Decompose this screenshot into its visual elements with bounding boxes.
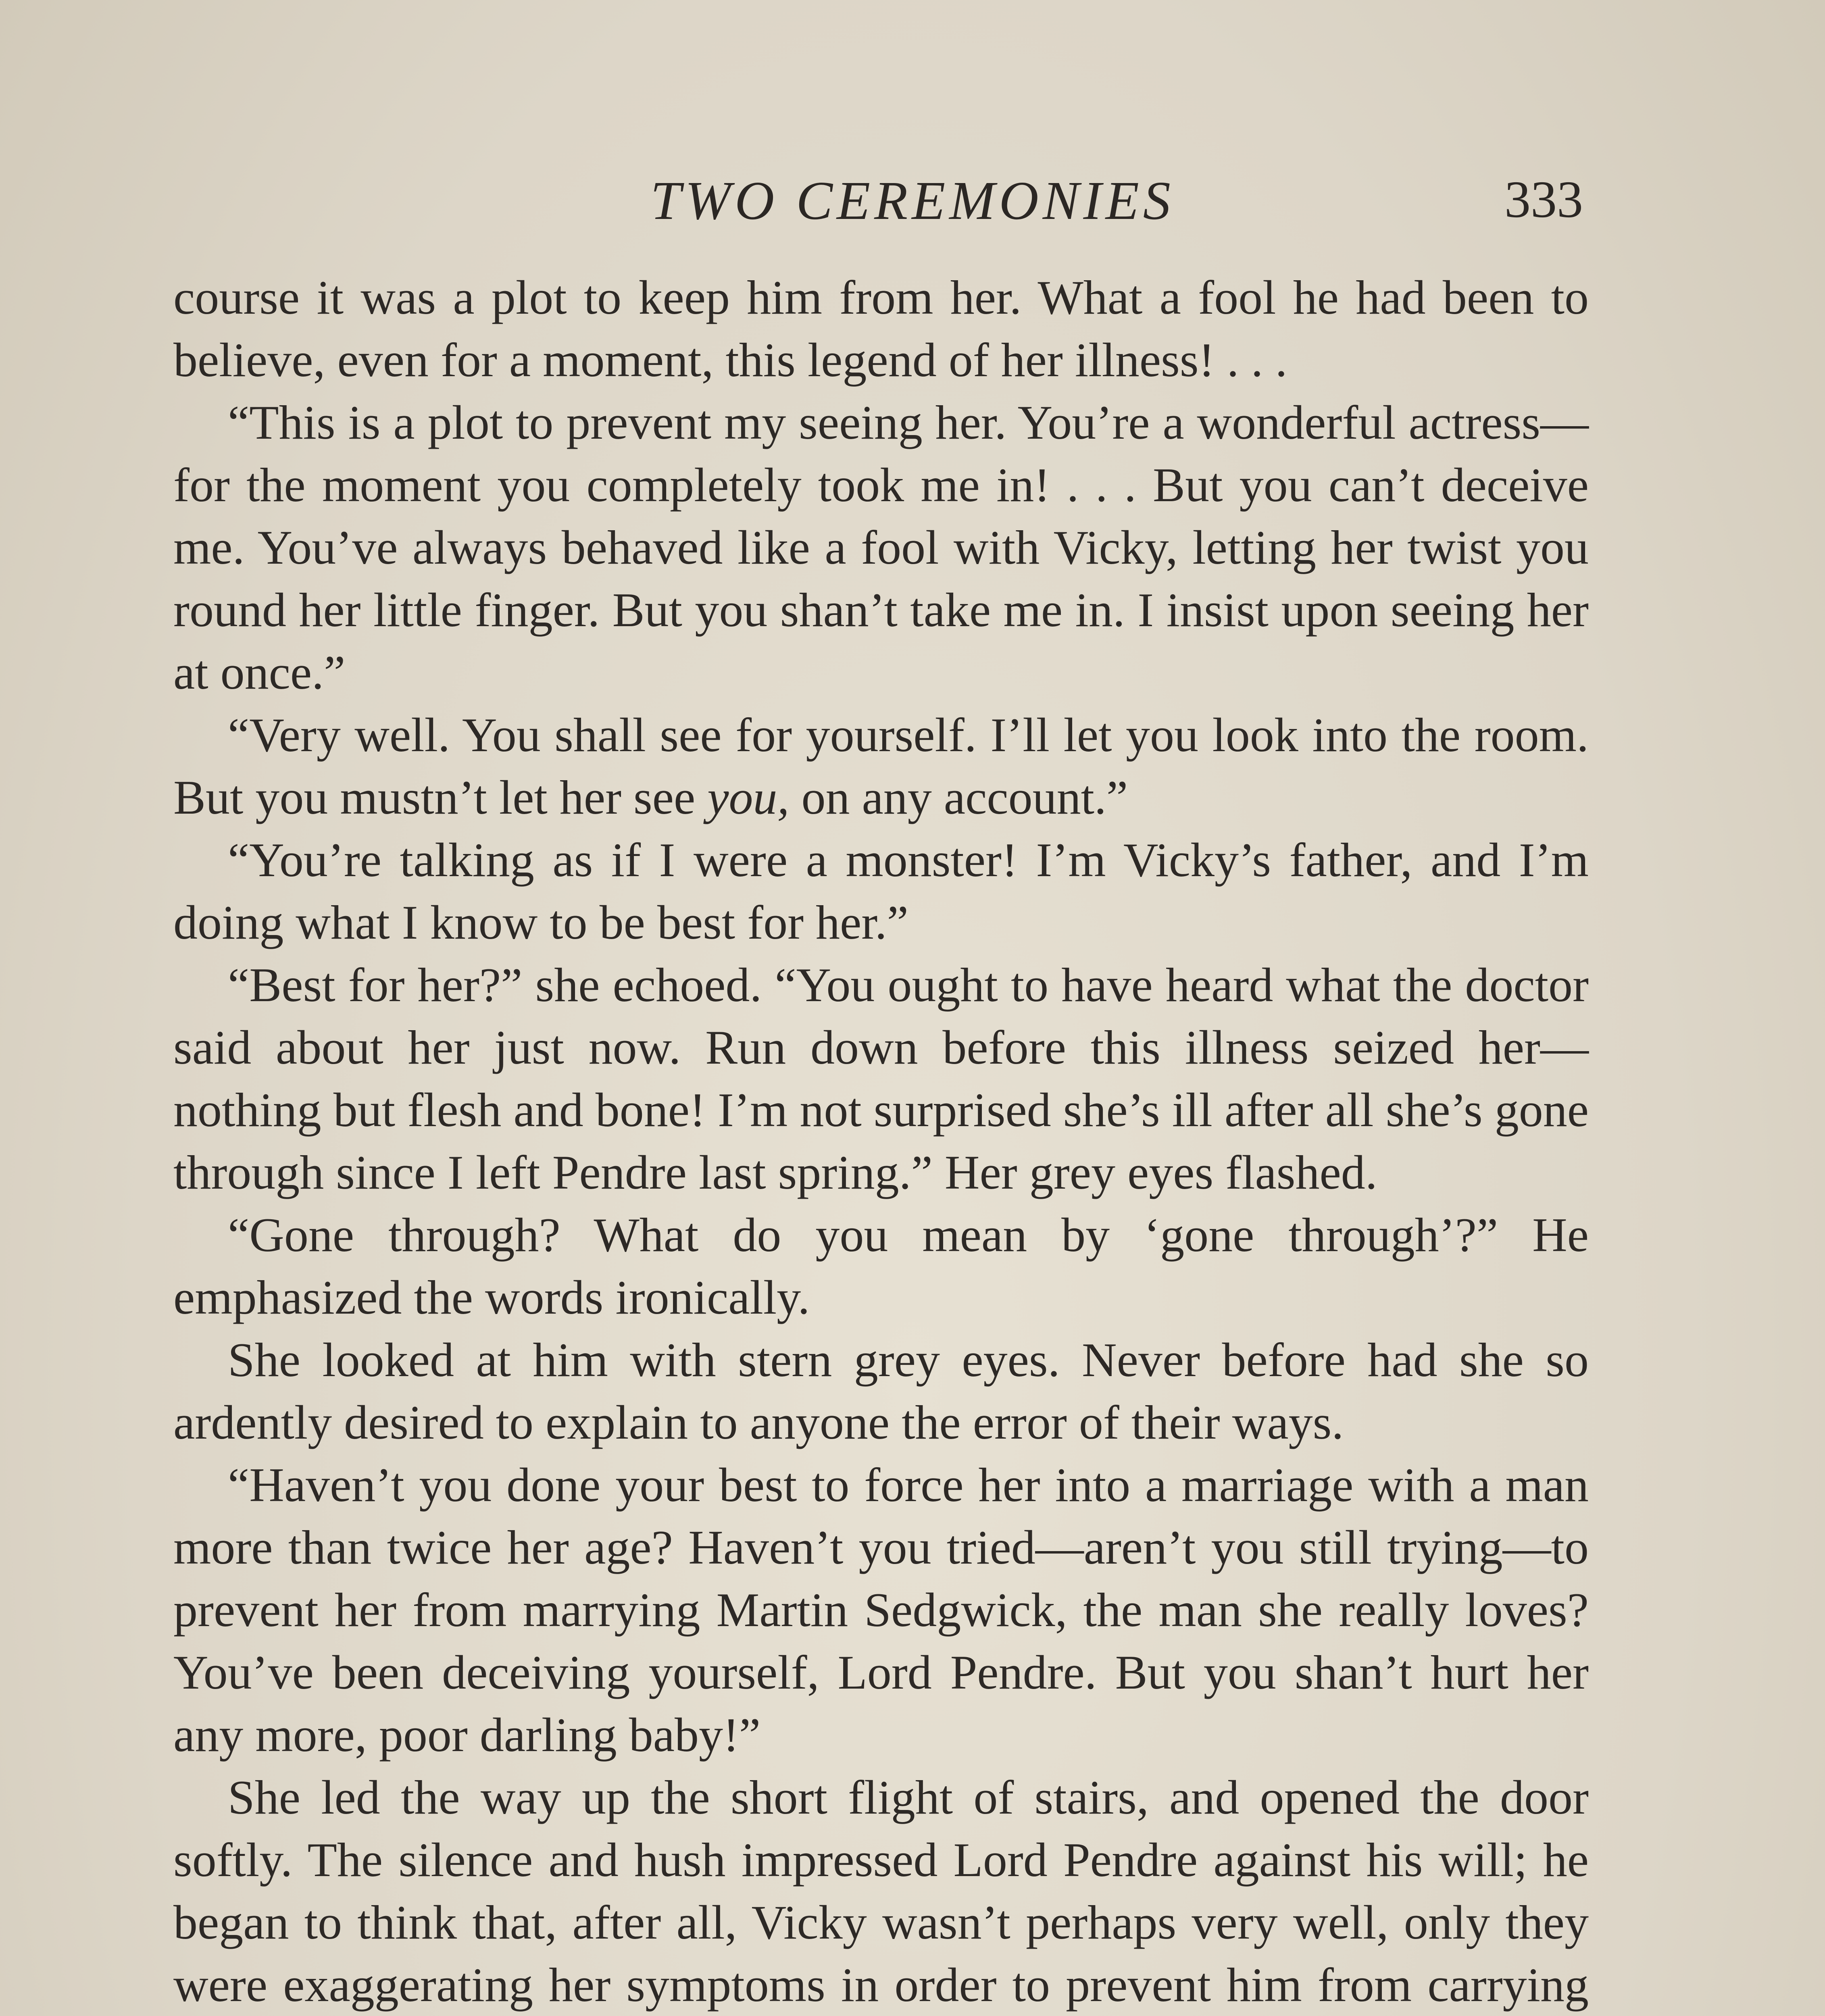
paragraph-text: “Very well. You shall see for yourself. I’ll let you look into the room. But you mustn’t let her see	[173, 708, 1589, 824]
paragraph: “This is a plot to prevent my seeing her. You’re a wonderful actress—for the moment you completely took me in! . . . But you can’t deceive me. You’ve always behaved like a fool with Vicky, letting her twist you round her little finger. But you shan’t take me in. I insist upon seeing her at once.”	[173, 396, 1589, 699]
page-header	[0, 169, 1825, 250]
paragraph: “You’re talking as if I were a monster! I’m Vicky’s father, and I’m doing what I know to be best for her.”	[173, 833, 1589, 949]
paragraph-text: on any account.”	[789, 771, 1128, 824]
paragraph: She led the way up the short flight of stairs, and opened the door softly. The silence and hush impressed Lord Pendre against his will; he began to think that, after all, Vicky wasn’t perhaps very well, only they were exaggerating her symptoms in order to prevent him from carrying	[173, 1770, 1589, 2012]
emphasis: you,	[707, 771, 790, 824]
paragraph: “Haven’t you done your best to force her into a marriage with a man more than twice her age? Haven’t you tried—aren’t you still trying—to prevent her from marrying Martin Sedgwick, the man she really loves? You’ve been deceiving yourself, Lord Pendre. But you shan’t hurt her any more, poor darling baby!”	[173, 1458, 1589, 1762]
paragraph	[173, 704, 1589, 829]
body-text	[173, 266, 1589, 2016]
paragraph: course it was a plot to keep him from her. What a fool he had been to believe, even for a moment, this legend of her illness! . . .	[173, 271, 1589, 387]
paragraph: She looked at him with stern grey eyes. Never before had she so ardently desired to explain to anyone the error of their ways.	[173, 1333, 1589, 1449]
running-head: TWO CEREMONIES	[650, 171, 1175, 231]
paragraph: “Gone through? What do you mean by ‘gone through’?” He emphasized the words ironically.	[173, 1208, 1589, 1324]
paragraph: “Best for her?” she echoed. “You ought to have heard what the doctor said about her just now. Run down before this illness seized her—nothing but flesh and bone! I’m not surprised she’s ill after all she’s gone through since I left Pendre last spring.” Her grey eyes flashed.	[173, 958, 1589, 1199]
page-number: 333	[1504, 171, 1583, 229]
